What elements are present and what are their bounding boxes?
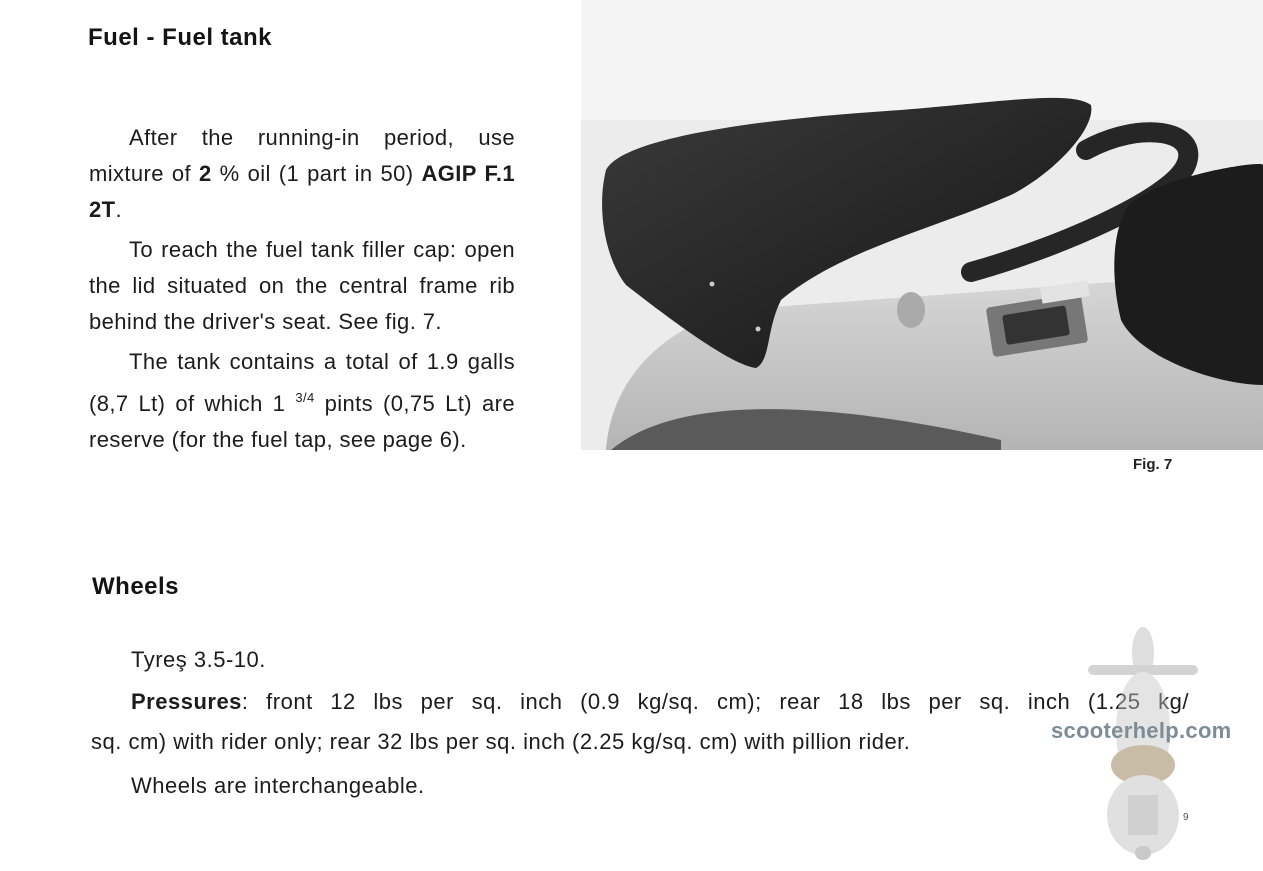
wheels-interchangeable-line: Wheels are interchangeable.	[131, 773, 425, 798]
percent-sign: %	[219, 161, 240, 186]
pressures-values-1: : front 12 lbs per sq. inch (0.9 kg/sq. cm); rear 18 lbs per sq. inch (1.25 kg/	[241, 689, 1189, 714]
mixture-percent-value: 2	[199, 161, 212, 186]
page-number: 9	[1183, 812, 1189, 823]
wheels-section-heading: Wheels	[92, 573, 180, 600]
tyres-line: Tyreş 3.5-10.	[131, 647, 266, 672]
pressures-line-1	[131, 684, 1189, 720]
mixture-text-1: After the running-in period, use mixture of	[89, 125, 515, 186]
filler-cap-paragraph: To reach the fuel tank filler cap: open the lid situated on the central frame rib behind the driver's seat. See fig. 7.	[89, 237, 515, 334]
fuel-tank-photo	[581, 0, 1263, 450]
figure-caption: Fig. 7	[1133, 456, 1173, 473]
fuel-section-heading: Fuel - Fuel tank	[88, 24, 273, 51]
capacity-text-2: pints (0,75 Lt) are reserve (for the fuel tap, see page 6).	[89, 391, 515, 452]
fuel-section-body	[89, 120, 515, 462]
reserve-fraction: 3/4	[295, 390, 315, 405]
tank-capacity-paragraph	[89, 344, 515, 458]
oil-brand: AGIP F.1 2T	[89, 161, 515, 222]
fuel-mixture-paragraph	[89, 120, 515, 228]
pressures-line-2: sq. cm) with rider only; rear 32 lbs per sq. inch (2.25 kg/sq. cm) with pillion rider.	[91, 729, 911, 754]
capacity-text-1: The tank contains a total of 1.9 galls (8,7 Lt) of which 1	[89, 349, 515, 416]
watermark-text: scooterhelp.com	[1051, 718, 1232, 743]
mixture-text-2: oil (1 part in 50)	[239, 161, 422, 186]
pressures-label: Pressures	[131, 689, 242, 714]
mixture-text-3: .	[115, 197, 122, 222]
